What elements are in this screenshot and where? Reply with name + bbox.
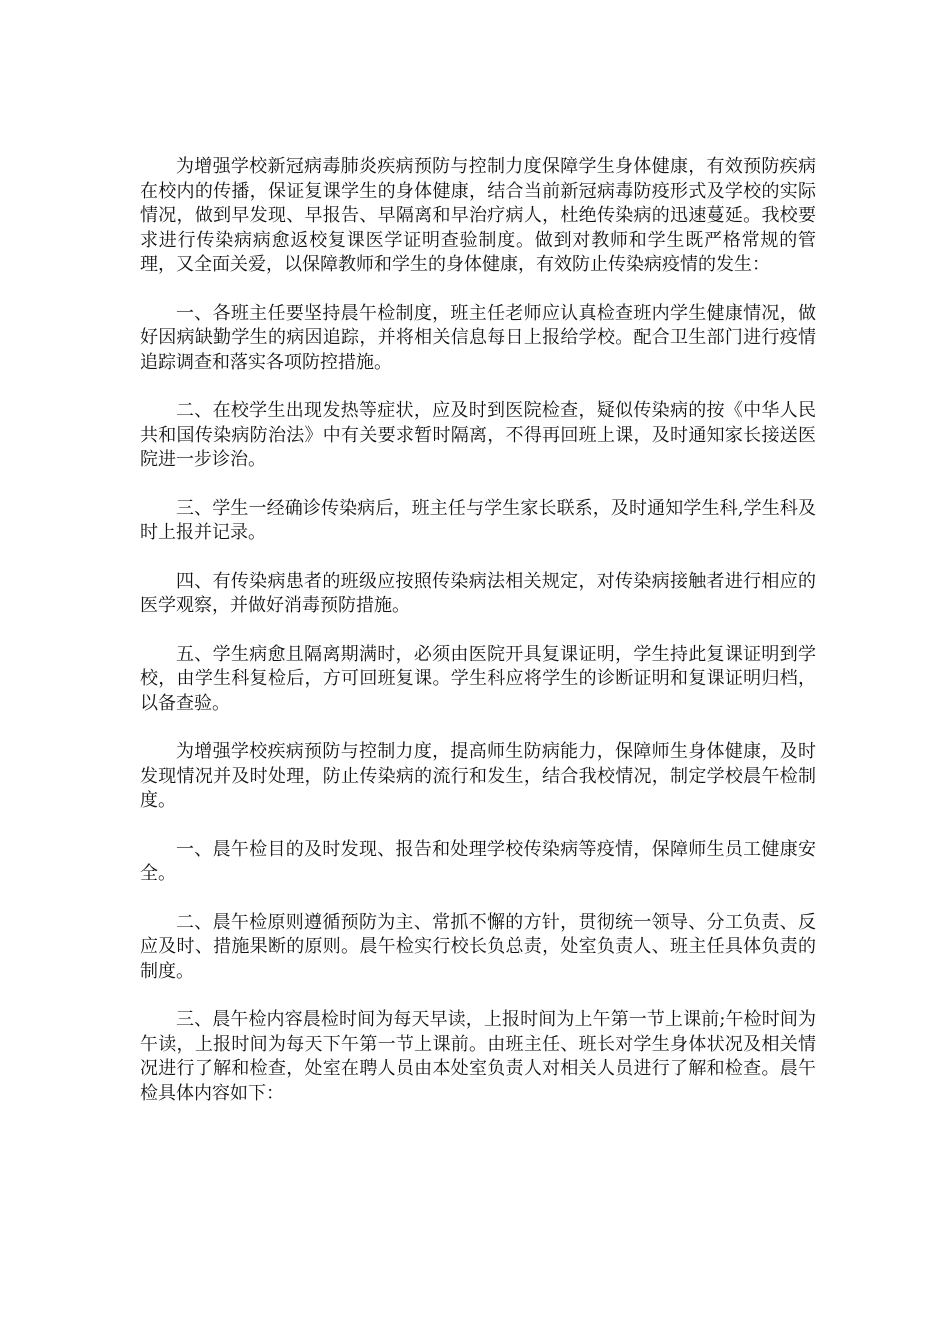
paragraph-check-content: 三、晨午检内容晨检时间为每天早读，上报时间为上午第一节上课前;午检时间为午读，上报时间为每天下午第一节上课前。由班主任、班长对学生身体状况及相关情况进行了解和检查，处室在聘人员由本处室负责人对相关人员进行了解和检查。晨午检具体内容如下： <box>140 1009 816 1104</box>
paragraph-rule-5-return-certificate: 五、学生病愈且隔离期满时，必须由医院开具复课证明，学生持此复课证明到学校，由学生科复检后，方可回班复课。学生科应将学生的诊断证明和复课证明归档，以备查验。 <box>140 643 816 714</box>
paragraph-check-principle: 二、晨午检原则遵循预防为主、常抓不懈的方针，贯彻统一领导、分工负责、反应及时、措施果断的原则。晨午检实行校长负总责，处室负责人、班主任具体负责的制度。 <box>140 911 816 982</box>
paragraph-rule-3-confirmed-diagnosis: 三、学生一经确诊传染病后，班主任与学生家长联系，及时通知学生科,学生科及时上报并记录。 <box>140 497 816 543</box>
document-body <box>140 155 816 1130</box>
paragraph-intro-morning-check: 为增强学校疾病预防与控制力度，提高师生防病能力，保障师生身体健康，及时发现情况并及时处理，防止传染病的流行和发生，结合我校情况，制定学校晨午检制度。 <box>140 741 816 811</box>
paragraph-intro-covid: 为增强学校新冠病毒肺炎疾病预防与控制力度保障学生身体健康，有效预防疾病在校内的传播，保证复课学生的身体健康，结合当前新冠病毒防疫形式及学校的实际情况，做到早发现、早报告、早隔离和早治疗病人，杜绝传染病的迅速蔓延。我校要求进行传染病病愈返校复课医学证明查验制度。做到对教师和学生既严格常规的管理，又全面关爱，以保障教师和学生的身体健康，有效防止传染病疫情的发生： <box>140 156 816 275</box>
paragraph-rule-4-observation: 四、有传染病患者的班级应按照传染病法相关规定，对传染病接触者进行相应的医学观察，并做好消毒预防措施。 <box>140 570 816 616</box>
paragraph-rule-2-fever-symptoms: 二、在校学生出现发热等症状，应及时到医院检查，疑似传染病的按《中华人民共和国传染病防治法》中有关要求暂时隔离，不得再回班上课，及时通知家长接送医院进一步诊治。 <box>140 400 816 470</box>
paragraph-rule-1-class-teacher-checks: 一、各班主任要坚持晨午检制度，班主任老师应认真检查班内学生健康情况，做好因病缺勤学生的病因追踪，并将相关信息每日上报给学校。配合卫生部门进行疫情追踪调查和落实各项防控措施。 <box>140 302 816 373</box>
paragraph-check-purpose: 一、晨午检目的及时发现、报告和处理学校传染病等疫情，保障师生员工健康安全。 <box>140 838 816 884</box>
